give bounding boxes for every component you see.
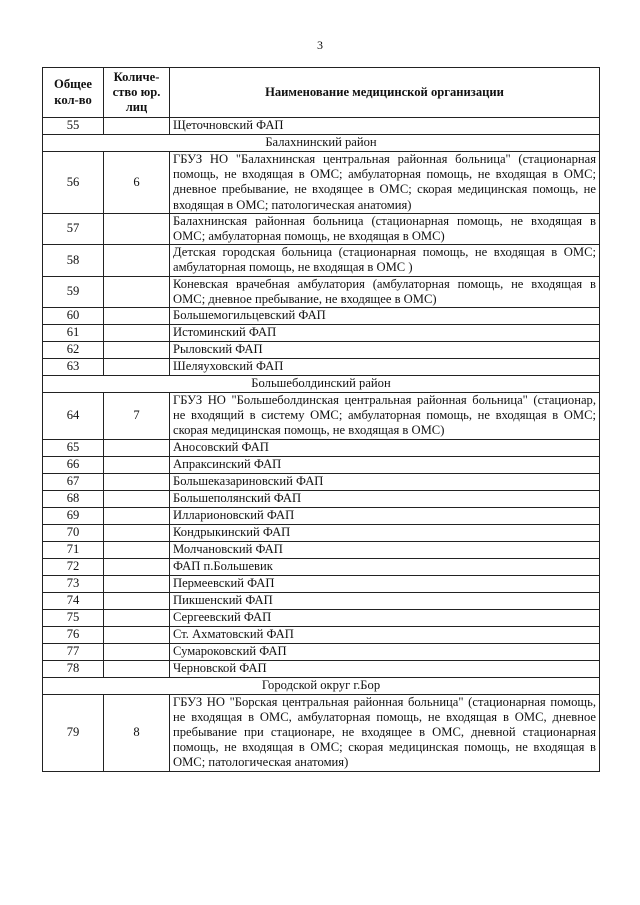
table-header-row [43,68,600,118]
row-organization: Балахнинская районная больница (стационарная помощь, не входящая в ОМС; амбулаторная помощь, не входящая в ОМС) [170,213,600,244]
table-row [43,592,600,609]
row-organization: ГБУЗ НО "Большеболдинская центральная районная больница" (стационар, не входящий в систему ОМС; амбулаторная помощь, не входящая в ОМС; скорая медицинская помощь, не входящая в ОМС) [170,393,600,440]
table-row [43,152,600,214]
row-legal-count [104,660,170,677]
row-number: 71 [43,541,104,558]
row-legal-count [104,609,170,626]
row-number: 72 [43,558,104,575]
row-organization: Кондрыкинский ФАП [170,524,600,541]
row-legal-count [104,359,170,376]
row-organization: Большеказариновский ФАП [170,473,600,490]
row-number: 62 [43,342,104,359]
row-number: 66 [43,456,104,473]
row-legal-count: 8 [104,694,170,771]
row-organization: Шеляуховский ФАП [170,359,600,376]
table-row [43,439,600,456]
row-legal-count [104,490,170,507]
row-legal-count [104,342,170,359]
district-heading: Большеболдинский район [43,376,600,393]
row-number: 65 [43,439,104,456]
row-number: 58 [43,245,104,276]
row-organization: Коневская врачебная амбулатория (амбулаторная помощь, не входящая в ОМС; дневное пребывание, не входящее в ОМС) [170,276,600,307]
row-number: 64 [43,393,104,440]
row-number: 78 [43,660,104,677]
table-row [43,118,600,135]
medical-organizations-table [42,67,600,772]
row-organization: Большеполянский ФАП [170,490,600,507]
table-row [43,541,600,558]
row-legal-count [104,325,170,342]
table-row [43,660,600,677]
row-number: 73 [43,575,104,592]
table-row [43,359,600,376]
row-organization: Сергеевский ФАП [170,609,600,626]
row-legal-count [104,575,170,592]
row-number: 79 [43,694,104,771]
table-row [43,507,600,524]
district-row [43,376,600,393]
table-row [43,694,600,771]
row-organization: Черновской ФАП [170,660,600,677]
row-legal-count [104,245,170,276]
row-number: 70 [43,524,104,541]
row-number: 56 [43,152,104,214]
row-legal-count [104,439,170,456]
row-organization: ФАП п.Большевик [170,558,600,575]
row-legal-count [104,592,170,609]
header-legal-entities: Количе-ство юр. лиц [104,68,170,118]
page-number: 3 [317,38,323,52]
row-organization: Пикшенский ФАП [170,592,600,609]
row-organization: Молчановский ФАП [170,541,600,558]
row-number: 63 [43,359,104,376]
table-row [43,473,600,490]
district-heading: Городской округ г.Бор [43,677,600,694]
row-legal-count [104,507,170,524]
row-organization: Детская городская больница (стационарная помощь, не входящая в ОМС; амбулаторная помощь, не входящая в ОМС ) [170,245,600,276]
row-legal-count: 6 [104,152,170,214]
row-number: 60 [43,308,104,325]
table-row [43,308,600,325]
row-number: 55 [43,118,104,135]
table-row [43,456,600,473]
row-organization: Илларионовский ФАП [170,507,600,524]
row-number: 74 [43,592,104,609]
row-legal-count [104,118,170,135]
row-organization: Истоминский ФАП [170,325,600,342]
row-legal-count [104,473,170,490]
row-number: 57 [43,213,104,244]
header-organization-name: Наименование медицинской организации [170,68,600,118]
table-row [43,575,600,592]
row-organization: ГБУЗ НО "Балахнинская центральная районная больница" (стационарная помощь, не входящая в ОМС; амбулаторная помощь, не входящая в ОМС; дневное пребывание, не входящее в ОМС; скорая медицинская помощь, не входящая в ОМС; патологическая анатомия) [170,152,600,214]
row-legal-count [104,558,170,575]
row-organization: Рыловский ФАП [170,342,600,359]
row-organization: Сумароковский ФАП [170,643,600,660]
table-row [43,342,600,359]
row-number: 59 [43,276,104,307]
district-heading: Балахнинский район [43,135,600,152]
table-row [43,393,600,440]
row-number: 77 [43,643,104,660]
row-organization: ГБУЗ НО "Борская центральная районная больница" (стационарная помощь, не входящая в ОМС, амбулаторная помощь, не входящая в ОМС, дневное пребывание при стационаре, не входящее в ОМС, дневной стационарная помощь, не входящая в ОМС; скорая медицинская помощь, не входящая в ОМС; патологическая анатомия) [170,694,600,771]
row-number: 69 [43,507,104,524]
row-number: 68 [43,490,104,507]
table-row [43,276,600,307]
row-legal-count [104,213,170,244]
row-legal-count [104,643,170,660]
table-row [43,213,600,244]
table-row [43,325,600,342]
row-legal-count [104,276,170,307]
table-row [43,626,600,643]
row-organization: Большемогильцевский ФАП [170,308,600,325]
table-row [43,643,600,660]
district-row [43,135,600,152]
header-total-count: Общее кол-во [43,68,104,118]
row-number: 76 [43,626,104,643]
row-number: 61 [43,325,104,342]
row-legal-count: 7 [104,393,170,440]
table-row [43,558,600,575]
row-number: 67 [43,473,104,490]
row-legal-count [104,524,170,541]
row-legal-count [104,541,170,558]
row-organization: Щеточновский ФАП [170,118,600,135]
row-number: 75 [43,609,104,626]
table-row [43,245,600,276]
row-organization: Пермеевский ФАП [170,575,600,592]
table-row [43,524,600,541]
row-legal-count [104,308,170,325]
table-row [43,609,600,626]
row-organization: Апраксинский ФАП [170,456,600,473]
row-legal-count [104,456,170,473]
row-organization: Ст. Ахматовский ФАП [170,626,600,643]
table-row [43,490,600,507]
district-row [43,677,600,694]
row-legal-count [104,626,170,643]
row-organization: Аносовский ФАП [170,439,600,456]
